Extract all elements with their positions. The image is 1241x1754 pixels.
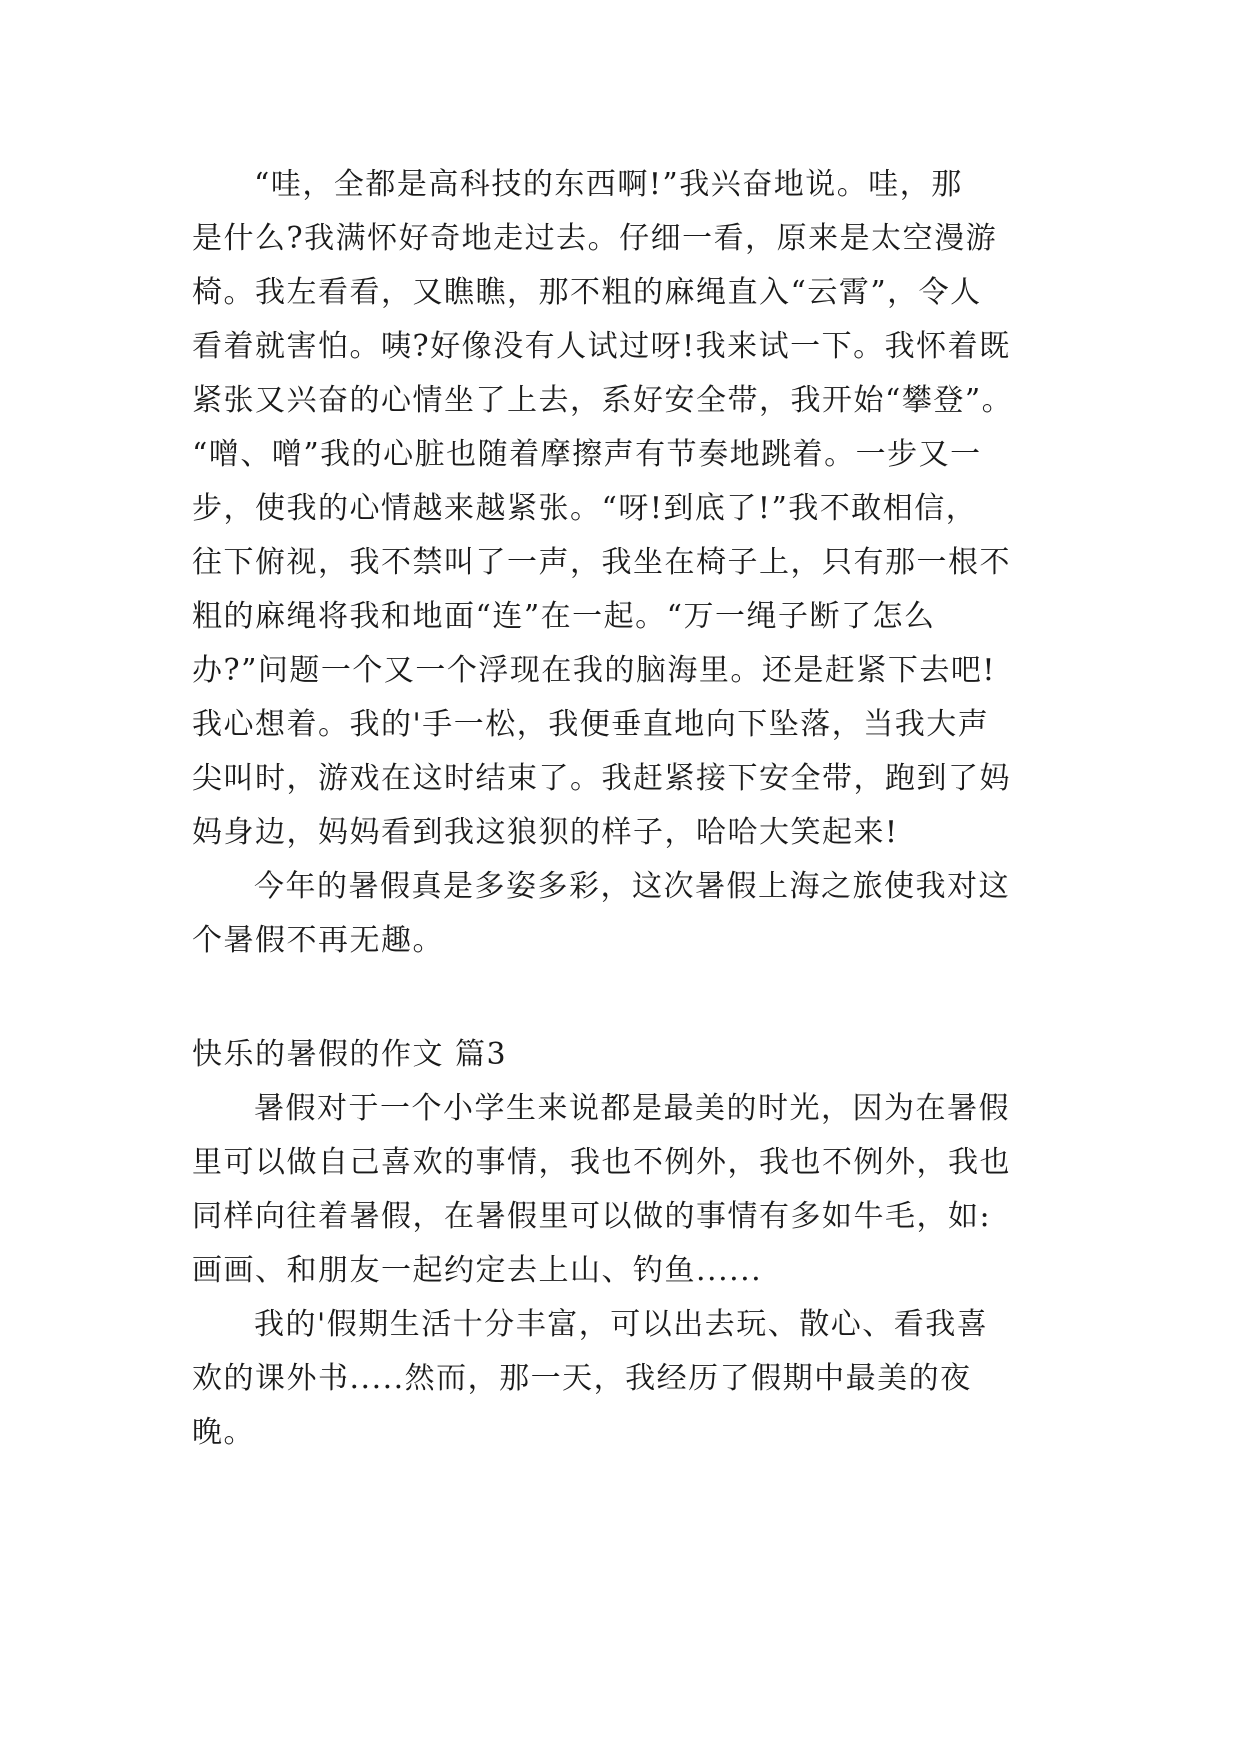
text-line: 是什么?我满怀好奇地走过去。仔细一看，原来是太空漫游 [192,221,998,256]
text-line: 尖叫时，游戏在这时结束了。我赶紧接下安全带，跑到了妈 [192,761,1011,796]
text-line: 里可以做自己喜欢的事情，我也不例外，我也不例外，我也 [192,1145,1011,1180]
text-line: 个暑假不再无趣。 [192,923,444,958]
text-line: 妈身边，妈妈看到我这狼狈的样子，哈哈大笑起来! [192,815,899,850]
text-line: 看着就害怕。咦?好像没有人试过呀!我来试一下。我怀着既 [192,329,1011,364]
document-body [192,158,1062,1460]
text-line: “哇，全都是高科技的东西啊!”我兴奋地说。哇，那 [254,167,963,202]
text-line: 紧张又兴奋的心情坐了上去，系好安全带，我开始“攀登”。 [192,383,1014,418]
section-spacer [192,968,1062,1028]
text-line: 欢的课外书.....然而，那一天，我经历了假期中最美的夜 [192,1361,972,1396]
text-line: 今年的暑假真是多姿多彩，这次暑假上海之旅使我对这 [254,869,1010,904]
text-line: 粗的麻绳将我和地面“连”在一起。“万一绳子断了怎么 [192,599,936,634]
text-line: 椅。我左看看，又瞧瞧，那不粗的麻绳直入“云霄”，令人 [192,275,982,310]
text-line: 暑假对于一个小学生来说都是最美的时光，因为在暑假 [254,1091,1010,1126]
text-line: 步，使我的心情越来越紧张。“呀!到底了!”我不敢相信， [192,491,978,526]
text-line: 我的'假期生活十分丰富，可以出去玩、散心、看我喜 [254,1307,989,1342]
text-line: 画画、和朋友一起约定去上山、钓鱼...... [192,1253,763,1288]
text-line: 同样向往着暑假，在暑假里可以做的事情有多如牛毛，如: [192,1199,992,1234]
text-line: 晚。 [192,1415,255,1450]
section-heading: 快乐的暑假的作文 篇3 [192,1037,508,1072]
text-line: “噌、噌”我的心脏也随着摩擦声有节奏地跳着。一步又一 [192,437,982,472]
text-line: 办?”问题一个又一个浮现在我的脑海里。还是赶紧下去吧! [192,653,996,688]
paragraph [192,860,1062,968]
paragraph [192,1082,1062,1298]
paragraph [192,158,1062,860]
paragraph [192,1298,1062,1460]
text-line: 往下俯视，我不禁叫了一声，我坐在椅子上，只有那一根不 [192,545,1011,580]
text-line: 我心想着。我的'手一松，我便垂直地向下坠落，当我大声 [192,707,990,742]
